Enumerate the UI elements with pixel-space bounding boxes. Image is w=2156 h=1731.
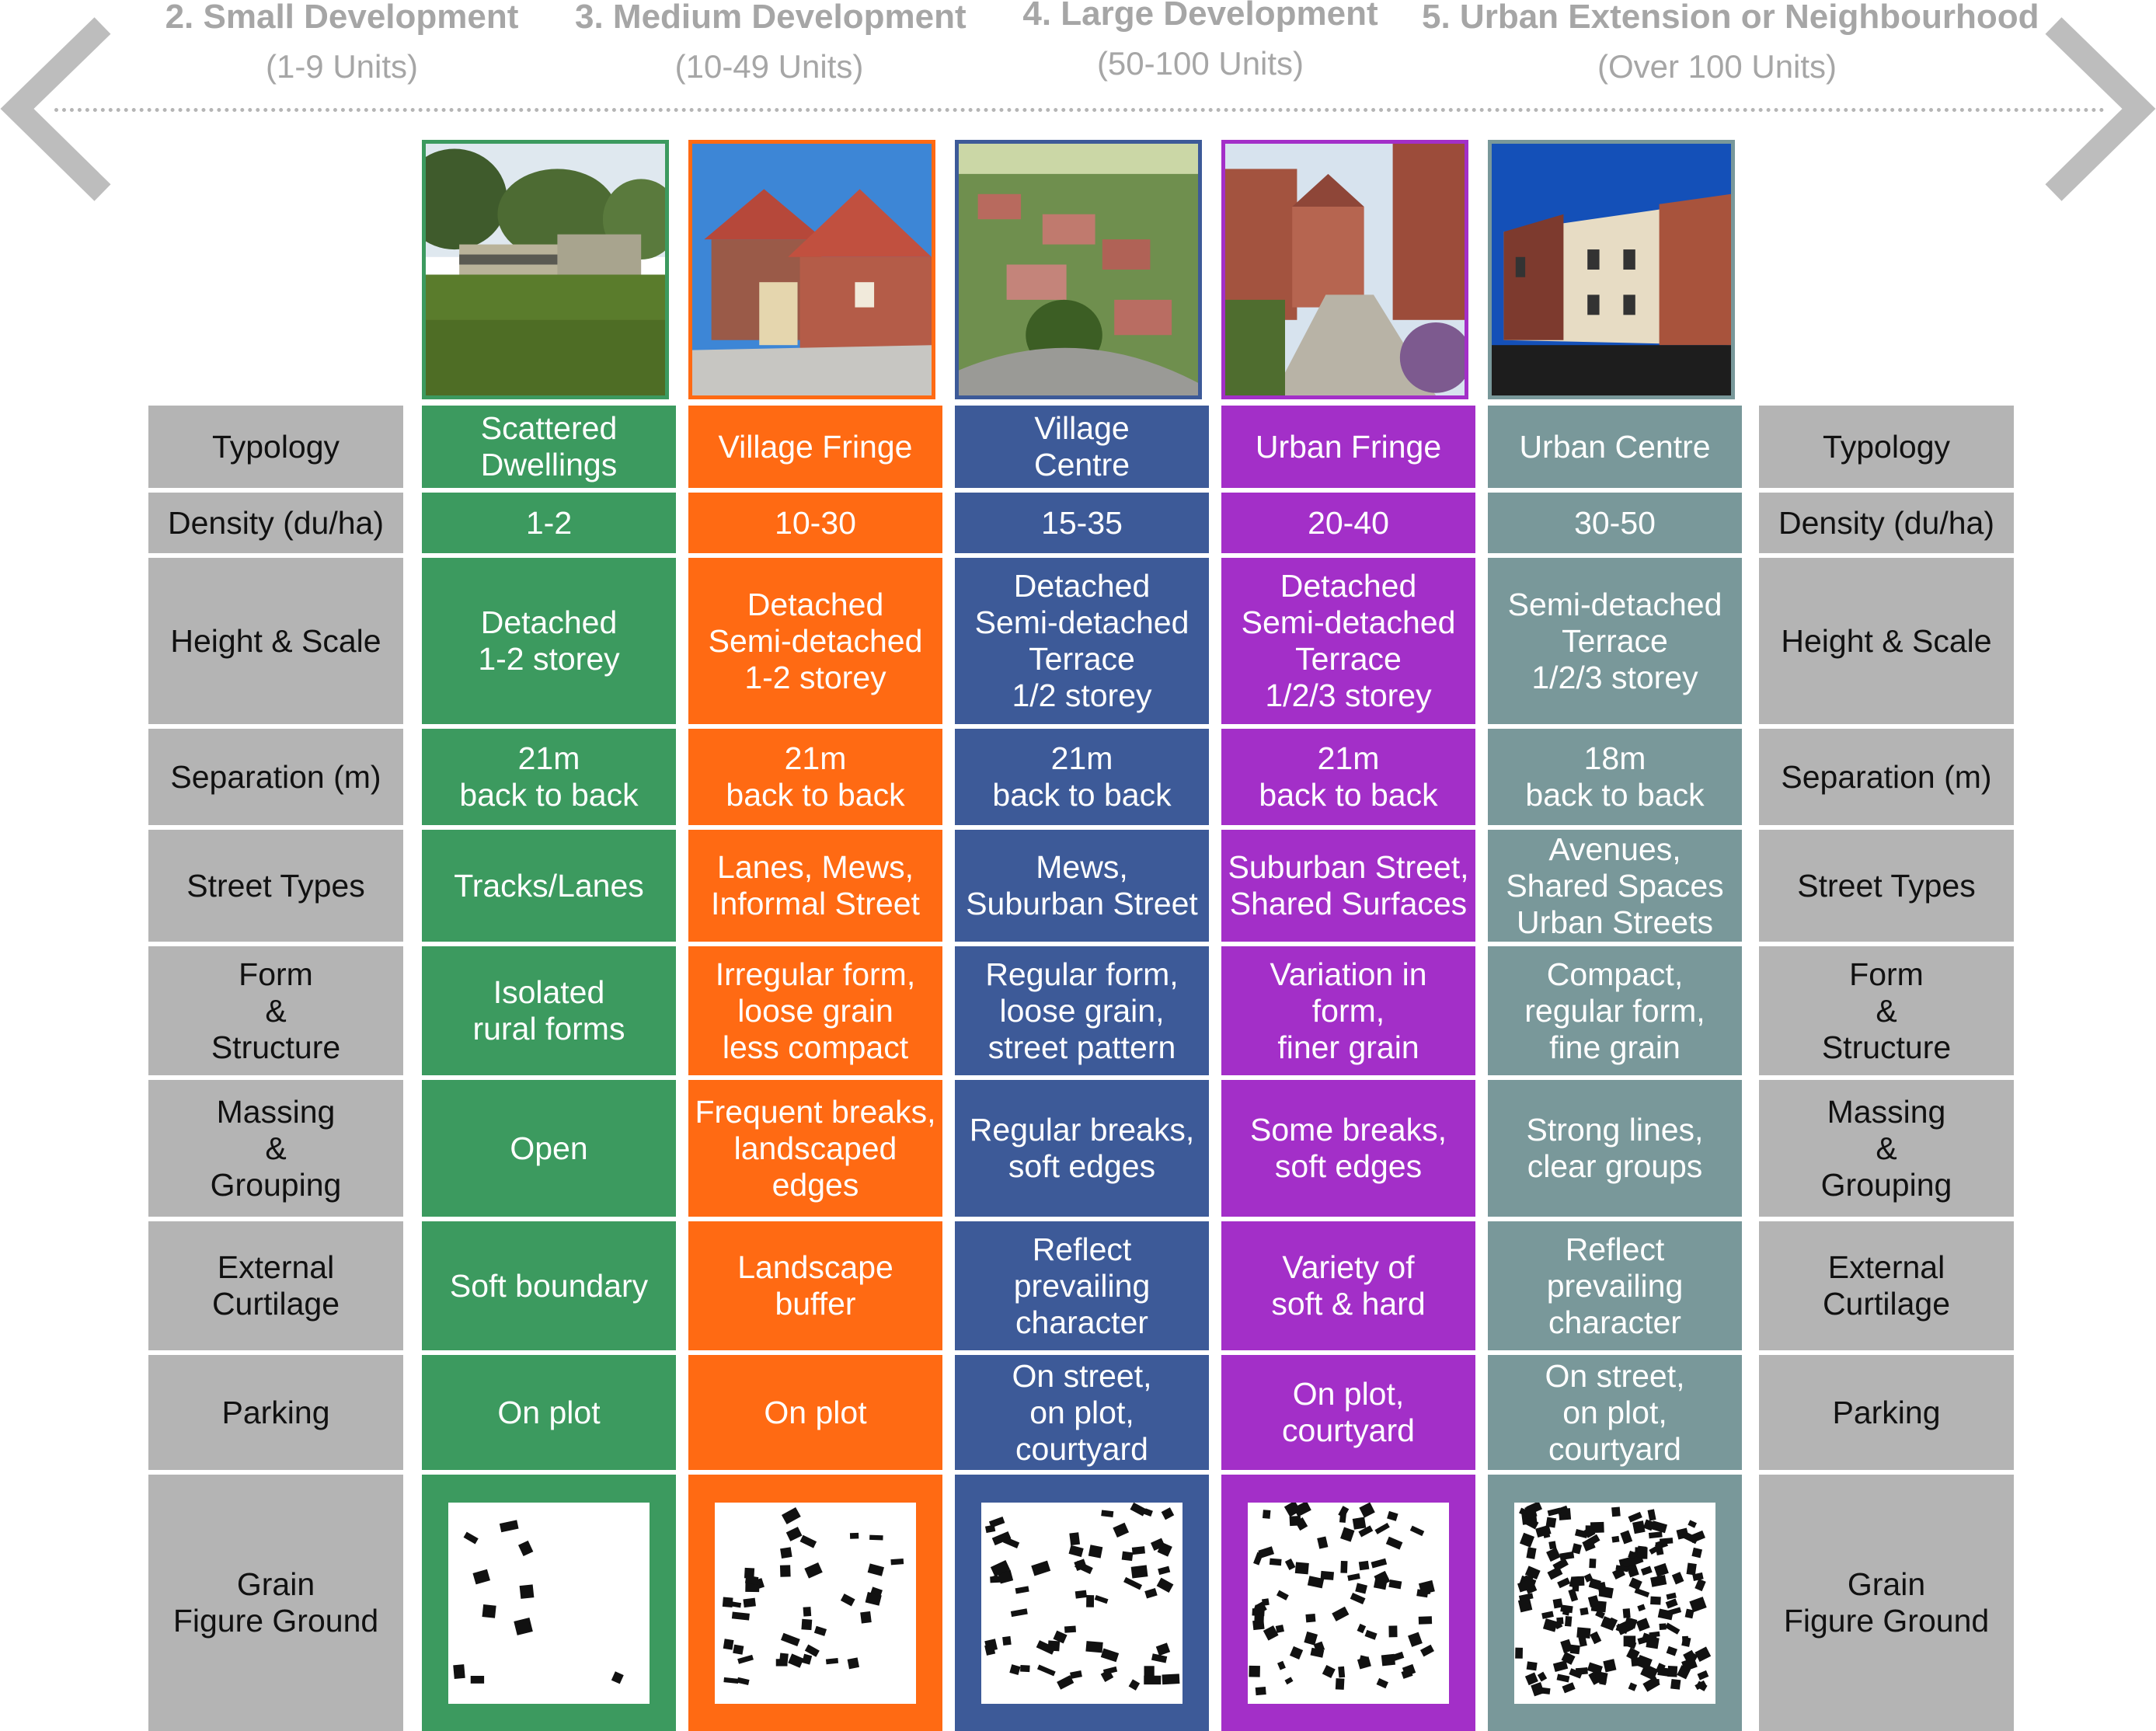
row-label: Street Types [1759, 830, 2014, 942]
row-label: External Curtilage [148, 1221, 403, 1350]
row-label: Density (du/ha) [148, 493, 403, 553]
cell-value: Variety of soft & hard [1221, 1221, 1475, 1350]
cell-value: 21m back to back [955, 729, 1209, 825]
cell-value: Village Centre [955, 406, 1209, 488]
cell-value: Strong lines, clear groups [1488, 1080, 1742, 1217]
row-label: Parking [148, 1355, 403, 1470]
figure-ground-map [981, 1503, 1182, 1704]
row-label: Typology [1759, 406, 2014, 488]
phase-title: 3. Medium Development [575, 0, 967, 36]
cell-value: 1-2 [422, 493, 676, 553]
row-label: Massing & Grouping [148, 1080, 403, 1217]
row-label: External Curtilage [1759, 1221, 2014, 1350]
cell-value: Mews, Suburban Street [955, 830, 1209, 942]
cell-value: Some breaks, soft edges [1221, 1080, 1475, 1217]
row-label: Form & Structure [148, 946, 403, 1075]
cell-value: Regular breaks, soft edges [955, 1080, 1209, 1217]
figure-ground-cell [1488, 1475, 1742, 1731]
cell-value: Scattered Dwellings [422, 406, 676, 488]
row-label: Street Types [148, 830, 403, 942]
cell-value: Open [422, 1080, 676, 1217]
phase-title: 2. Small Development [165, 0, 519, 36]
cell-value: Avenues, Shared Spaces Urban Streets [1488, 830, 1742, 942]
cell-value: Detached 1-2 storey [422, 558, 676, 724]
cell-value: 10-30 [688, 493, 942, 553]
photo-village-centre [955, 140, 1202, 399]
cell-value: Urban Fringe [1221, 406, 1475, 488]
cell-value: 21m back to back [1221, 729, 1475, 825]
row-label: Separation (m) [148, 729, 403, 825]
cell-value: Village Fringe [688, 406, 942, 488]
figure-ground-map [1248, 1503, 1449, 1704]
phase-urban-extension [1422, 0, 2039, 85]
phase-large [1018, 0, 1383, 81]
cell-value: 30-50 [1488, 493, 1742, 553]
cell-value: 21m back to back [688, 729, 942, 825]
row-label: Grain Figure Ground [1759, 1475, 2014, 1731]
cell-value: On plot [688, 1355, 942, 1470]
row-label: Height & Scale [1759, 558, 2014, 724]
development-scale-header [0, 0, 2156, 132]
figure-ground-cell [422, 1475, 676, 1731]
phase-title: 5. Urban Extension or Neighbourhood [1422, 0, 2039, 36]
cell-value: Detached Semi-detached 1-2 storey [688, 558, 942, 724]
cell-value: Tracks/Lanes [422, 830, 676, 942]
photo-urban-fringe [1221, 140, 1468, 399]
cell-value: Suburban Street, Shared Surfaces [1221, 830, 1475, 942]
cell-value: Isolated rural forms [422, 946, 676, 1075]
cell-value: Urban Centre [1488, 406, 1742, 488]
phase-subtitle: (50-100 Units) [1096, 45, 1304, 82]
cell-value: Soft boundary [422, 1221, 676, 1350]
figure-ground-cell [688, 1475, 942, 1731]
cell-value: Detached Semi-detached Terrace 1/2/3 storey [1221, 558, 1475, 724]
cell-value: On plot [422, 1355, 676, 1470]
row-label: Massing & Grouping [1759, 1080, 2014, 1217]
cell-value: Reflect prevailing character [955, 1221, 1209, 1350]
figure-ground-cell [1221, 1475, 1475, 1731]
figure-ground-cell [955, 1475, 1209, 1731]
row-label: Typology [148, 406, 403, 488]
cell-value: 20-40 [1221, 493, 1475, 553]
row-label: Grain Figure Ground [148, 1475, 403, 1731]
cell-value: On plot, courtyard [1221, 1355, 1475, 1470]
phase-title: 4. Large Development [1022, 0, 1378, 33]
phase-subtitle: (1-9 Units) [265, 48, 419, 85]
cell-value: 21m back to back [422, 729, 676, 825]
photo-urban-centre [1488, 140, 1735, 399]
cell-value: Landscape buffer [688, 1221, 942, 1350]
photo-village-fringe [688, 140, 935, 399]
figure-ground-map [448, 1503, 650, 1704]
cell-value: Regular form, loose grain, street pattern [955, 946, 1209, 1075]
cell-value: On street, on plot, courtyard [1488, 1355, 1742, 1470]
row-label: Separation (m) [1759, 729, 2014, 825]
cell-value: Semi-detached Terrace 1/2/3 storey [1488, 558, 1742, 724]
figure-ground-map [715, 1503, 916, 1704]
figure-ground-map [1514, 1503, 1715, 1704]
row-label: Height & Scale [148, 558, 403, 724]
cell-value: Compact, regular form, fine grain [1488, 946, 1742, 1075]
phase-medium [575, 0, 967, 85]
cell-value: Reflect prevailing character [1488, 1221, 1742, 1350]
photo-scattered-dwellings [422, 140, 669, 399]
phase-subtitle: (Over 100 Units) [1597, 48, 1837, 85]
phase-subtitle: (10-49 Units) [674, 48, 864, 85]
cell-value: Variation in form, finer grain [1221, 946, 1475, 1075]
cell-value: Frequent breaks, landscaped edges [688, 1080, 942, 1217]
cell-value: Irregular form, loose grain less compact [688, 946, 942, 1075]
cell-value: Lanes, Mews, Informal Street [688, 830, 942, 942]
row-label: Density (du/ha) [1759, 493, 2014, 553]
cell-value: On street, on plot, courtyard [955, 1355, 1209, 1470]
phase-small [163, 0, 521, 84]
scale-divider [54, 108, 2105, 112]
row-label: Form & Structure [1759, 946, 2014, 1075]
cell-value: Detached Semi-detached Terrace 1/2 storey [955, 558, 1209, 724]
cell-value: 18m back to back [1488, 729, 1742, 825]
row-label: Parking [1759, 1355, 2014, 1470]
cell-value: 15-35 [955, 493, 1209, 553]
